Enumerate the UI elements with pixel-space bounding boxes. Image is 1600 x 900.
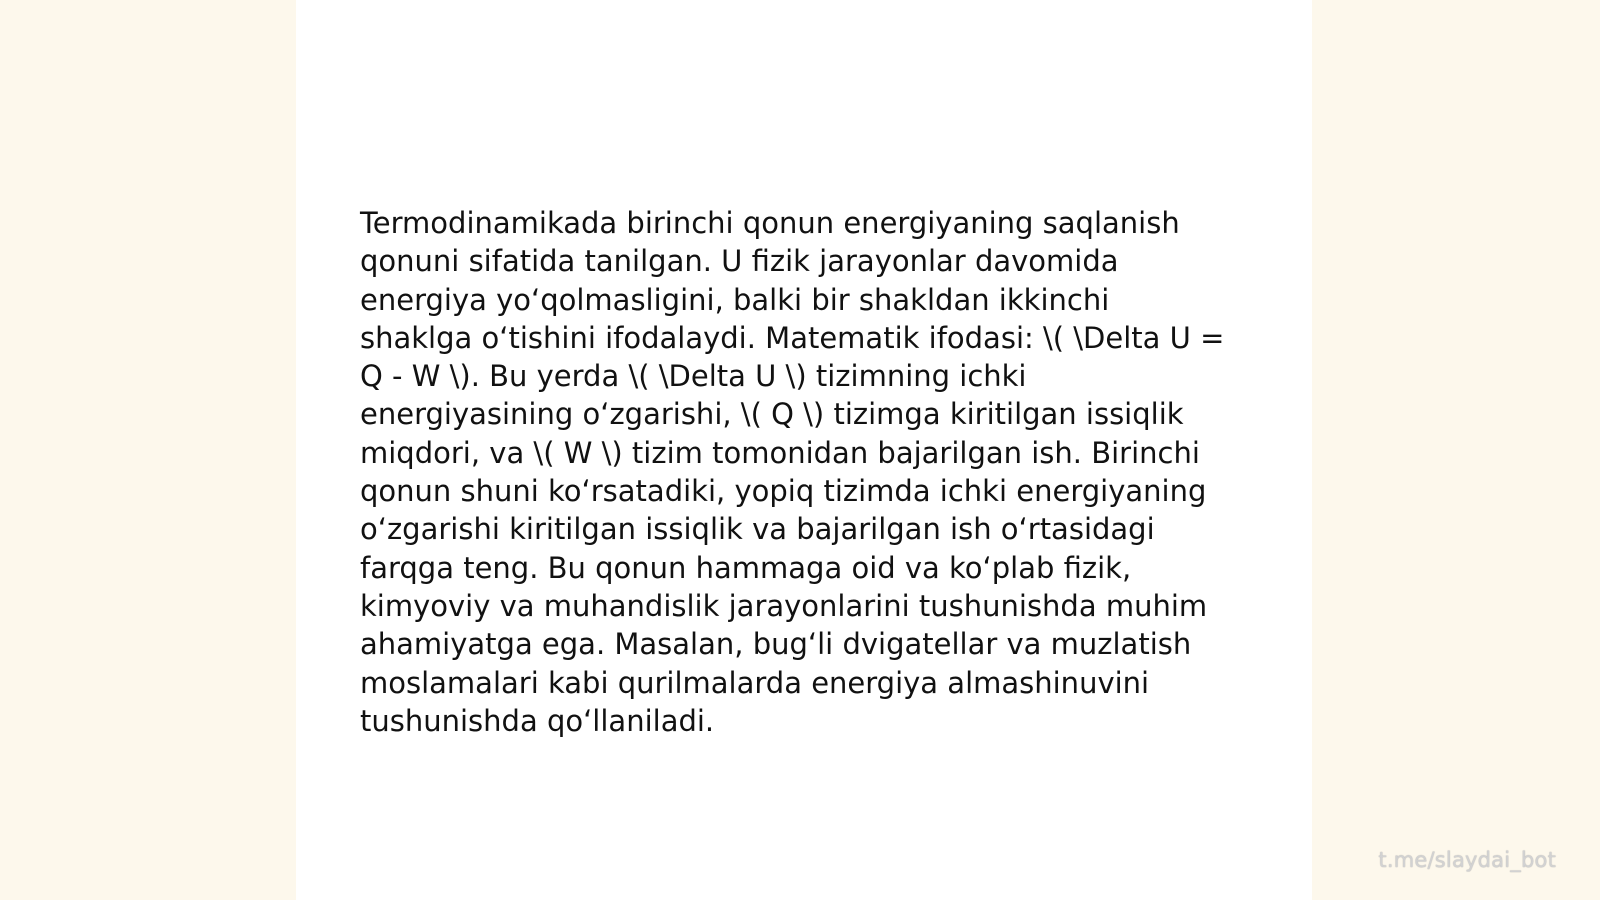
watermark: t.me/slaydai_bot [1378, 848, 1556, 872]
slide-body-text: Termodinamikada birinchi qonun energiyaning saqlanish qonuni sifatida tanilgan. U fizik jarayonlar davomida energiya yo‘qolmasligini, balki bir shakldan ikkinchi shaklga o‘tishini ifodalaydi. Matematik ifodasi: \( \Delta U = Q - W \). Bu yerda \( \Delta U \) tizimning ichki energiyasining o‘zgarishi, \( Q \) tizimga kiritilgan issiqlik miqdori, va \( W \) tizim tomonidan bajarilgan ish. Birinchi qonun shuni ko‘rsatadiki, yopiq tizimda ichki energiyaning o‘zgarishi kiritilgan issiqlik va bajarilgan ish o‘rtasidagi farqga teng. Bu qonun hammaga oid va ko‘plab fizik, kimyoviy va muhandislik jarayonlarini tushunishda muhim ahamiyatga ega. Masalan, bug‘li dvigatellar va muzlatish moslamalari kabi qurilmalarda energiya almashinuvini tushunishda qo‘llaniladi. [360, 206, 1225, 738]
